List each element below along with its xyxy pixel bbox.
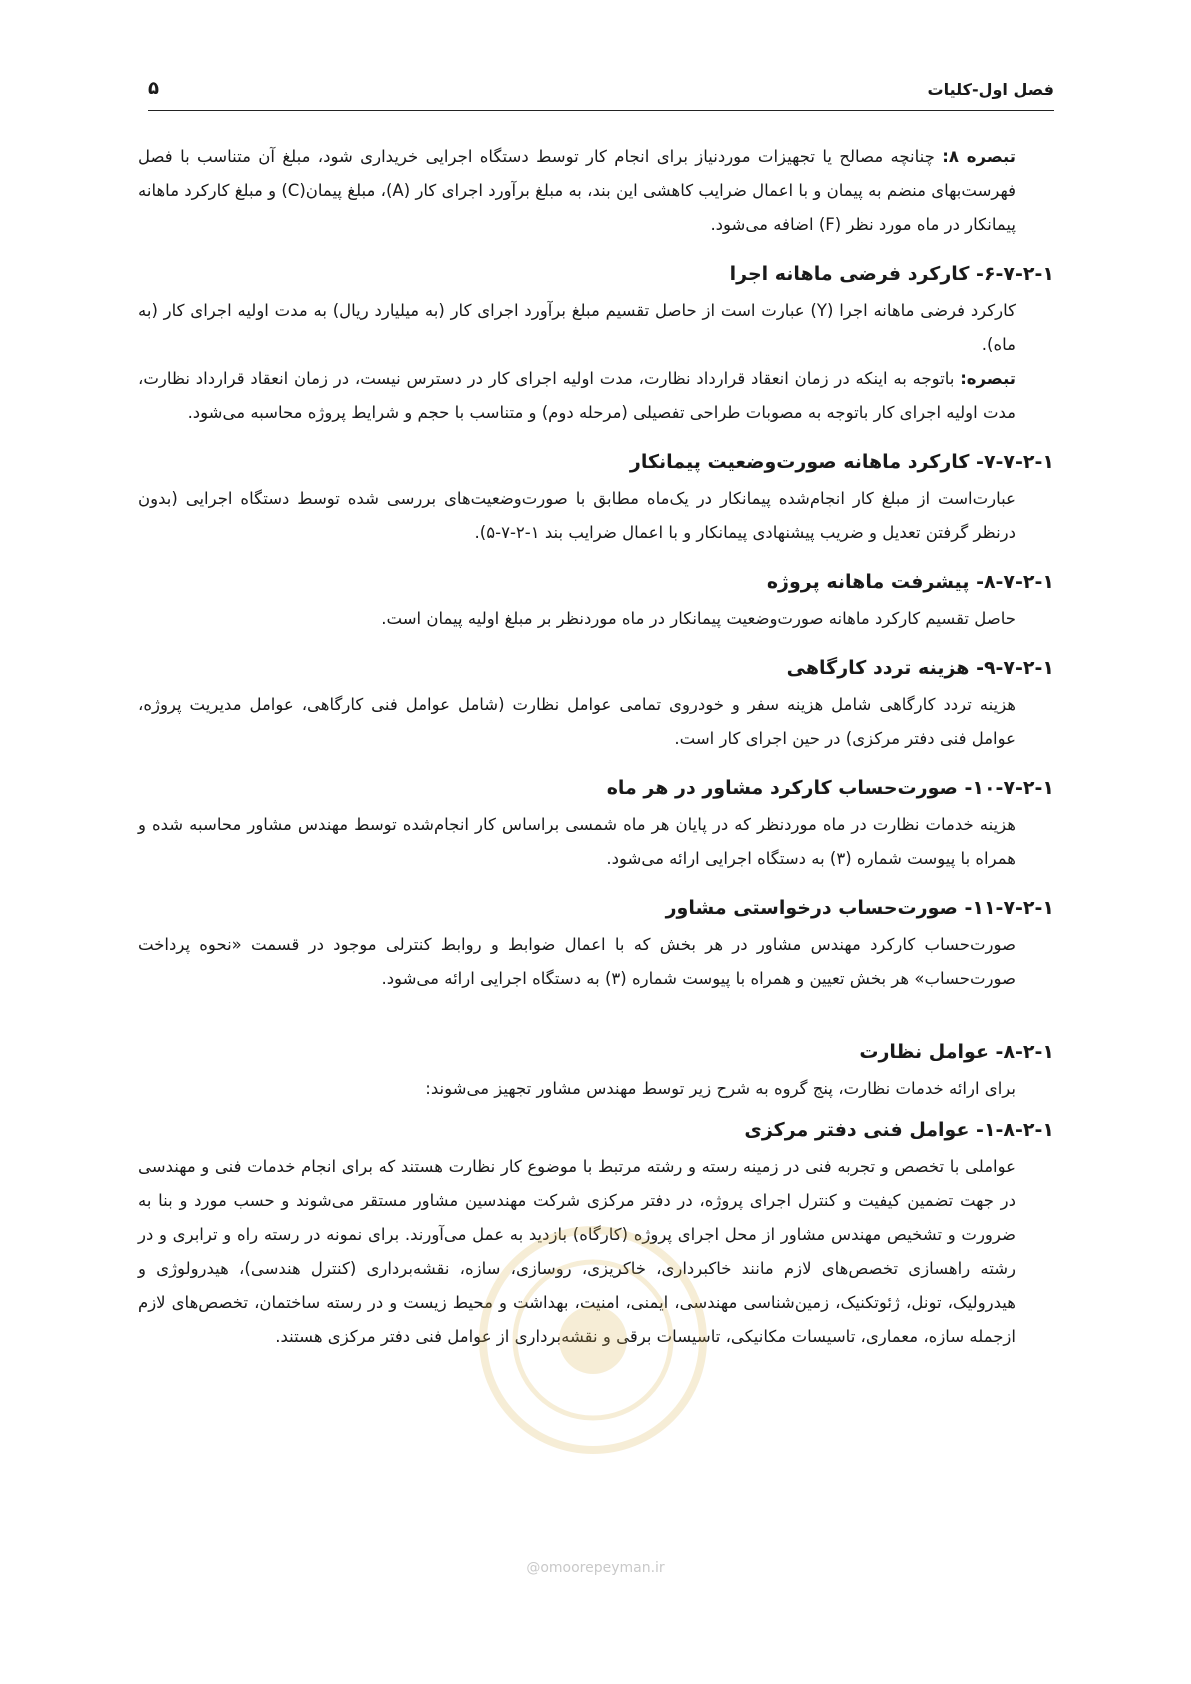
section-9-paragraph: هزینه تردد کارگاهی شامل هزینه سفر و خودروی تمامی عوامل نظارت (شامل عوامل فنی کارگاهی، عوامل مدیریت پروژه، عوامل فنی دفتر مرکزی) در حین اجرای کار است.	[138, 695, 1016, 748]
chapter-title: فصل اول-کلیات	[927, 80, 1054, 99]
watermark-url	[0, 1560, 1191, 1576]
section-heading-11: ۱۱-۷-۲-۱- صورت‌حساب درخواستی مشاور	[665, 897, 1054, 919]
section-8-paragraph: حاصل تقسیم کارکرد ماهانه صورت‌وضعیت پیمانکار در ماه موردنظر بر مبلغ اولیه پیمان است.	[381, 609, 1016, 628]
watermark-at-icon: @	[526, 1560, 541, 1576]
section-heading-9: ۹-۷-۲-۱- هزینه تردد کارگاهی	[786, 657, 1054, 679]
section-heading-10: ۱۰-۷-۲-۱- صورت‌حساب کارکرد مشاور در هر ماه	[606, 777, 1054, 799]
section-6-note-label: تبصره:	[960, 369, 1016, 388]
note-8-label: تبصره ۸:	[942, 147, 1016, 166]
section-8-2-1-paragraph: برای ارائه خدمات نظارت، پنج گروه به شرح زیر توسط مهندس مشاور تجهیز می‌شوند:	[425, 1079, 1016, 1098]
section-heading-8: ۸-۷-۲-۱- پیشرفت ماهانه پروژه	[766, 571, 1054, 593]
watermark-site-text: omoorepeyman.ir	[540, 1560, 665, 1576]
section-11-paragraph: صورت‌حساب کارکرد مهندس مشاور در هر بخش که با اعمال ضوابط و روابط کنترلی موجود در قسمت «نحوه پرداخت صورت‌حساب» هر بخش تعیین و همراه با پیوست شماره (۳) به دستگاه اجرایی ارائه می‌شود.	[138, 935, 1016, 988]
note-8-text: چنانچه مصالح یا تجهیزات موردنیاز برای انجام کار توسط دستگاه اجرایی خریداری شود، مبلغ آن متناسب با فصل فهرست‌بهای منضم به پیمان و با اعمال ضرایب کاهشی این بند، به مبلغ برآورد اجرای کار (A)، مبلغ پیمان(C) و مبلغ کارکرد ماهانه پیمانکار در ماه مورد نظر (F) اضافه می‌شود.	[138, 147, 1016, 234]
note-8-paragraph	[138, 140, 1016, 242]
page-number: ۵	[148, 78, 159, 99]
section-10-paragraph: هزینه خدمات نظارت در ماه موردنظر که در پایان هر ماه شمسی براساس کار انجام‌شده توسط مهندس مشاور محاسبه شده و همراه با پیوست شماره (۳) به دستگاه اجرایی ارائه می‌شود.	[138, 815, 1016, 868]
section-heading-8-2-1: ۸-۲-۱- عوامل نظارت	[859, 1041, 1054, 1063]
page-header	[148, 76, 1054, 111]
section-7-paragraph: عبارت‌است از مبلغ کار انجام‌شده پیمانکار در یک‌ماه مطابق با صورت‌وضعیت‌های بررسی شده توسط دستگاه اجرایی (بدون درنظر گرفتن تعدیل و ضریب پیشنهادی پیمانکار و با اعمال ضرایب بند ۱-۲-۷-۵).	[138, 489, 1016, 542]
section-6-note	[138, 362, 1016, 430]
section-heading-6: ۶-۷-۲-۱- کارکرد فرضی ماهانه اجرا	[729, 263, 1054, 285]
section-1-8-2-1-paragraph: عواملی با تخصص و تجربه فنی در زمینه رسته و رشته مرتبط با موضوع کار نظارت هستند که برای انجام خدمات فنی و مهندسی در جهت تضمین کیفیت و کنترل اجرای پروژه، در دفتر مرکزی شرکت مهندسین مشاور مستقر می‌شوند و حسب مورد و بنا به ضرورت و تشخیص مهندس مشاور از محل اجرای پروژه (کارگاه) بازدید به عمل می‌آورند. برای نمونه در رسته راه و ترابری و در رشته راهسازی تخصص‌های لازم مانند خاکبرداری، خاکریزی، روسازی، سازه، نقشه‌برداری (کنترل هندسی)، هیدرولوژی و هیدرولیک، تونل، ژئوتکنیک، زمین‌شناسی مهندسی، ایمنی، امنیت، بهداشت و محیط زیست و در رسته ساختمان، تخصص‌های لازم ازجمله سازه، معماری، تاسیسات مکانیکی، تاسیسات برقی و نقشه‌برداری از عوامل فنی دفتر مرکزی هستند.	[138, 1157, 1016, 1346]
section-heading-1-8-2-1: ۱-۸-۲-۱- عوامل فنی دفتر مرکزی	[744, 1119, 1054, 1141]
section-6-note-text: باتوجه به اینکه در زمان انعقاد قرارداد نظارت، مدت اولیه اجرای کار در دسترس نیست، در زمان انعقاد قرارداد نظارت، مدت اولیه اجرای کار باتوجه به مصوبات طراحی تفصیلی (مرحله دوم) و متناسب با حجم و شرایط پروژه محاسبه می‌شود.	[138, 369, 1016, 422]
page-content	[138, 140, 1054, 1354]
section-heading-7: ۷-۷-۲-۱- کارکرد ماهانه صورت‌وضعیت پیمانکار	[629, 451, 1054, 473]
section-6-paragraph: کارکرد فرضی ماهانه اجرا (Y) عبارت است از حاصل تقسیم مبلغ برآورد اجرای کار (به میلیارد ریال) به مدت اولیه اجرای کار (به ماه).	[138, 301, 1016, 354]
